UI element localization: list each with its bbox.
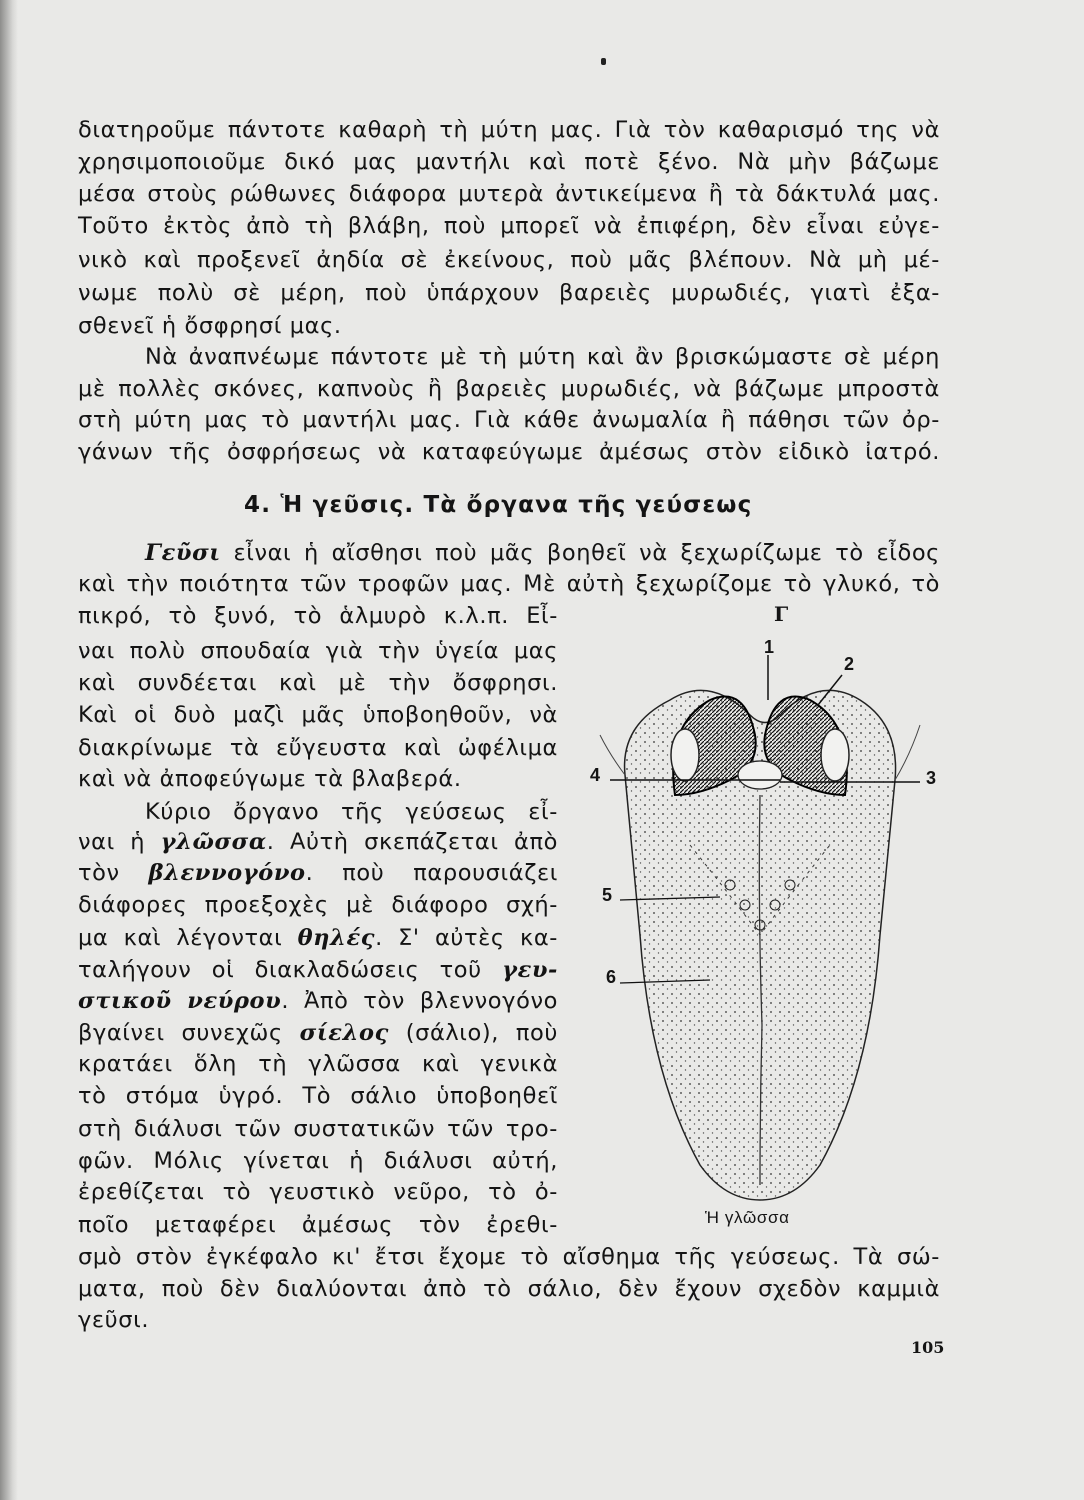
body-line: γάνων τῆς ὀσφρήσεως νὰ καταφεύγωμε ἀμέσως στὸν εἰδικὸ ἰατρό. [78,439,940,465]
body-text: . Ἀπὸ τὸν βλεννογόνο [281,988,558,1014]
body-text: ταλήγουν οἱ διακλαδώσεις τοῦ [78,957,503,983]
term-geusti: γευ- [502,957,558,983]
figure-label-5: 5 [602,885,613,905]
body-line [78,923,558,953]
body-line: διατηροῦμε πάντοτε καθαρὴ τὴ μύτη μας. Γιὰ τὸν καθαρισμό της νὰ [78,117,940,143]
body-line: διάφορες προεξοχὲς μὲ διάφορο σχή- [78,892,558,918]
body-line: Νὰ ἀναπνέωμε πάντοτε μὲ τὴ μύτη καὶ ἂν βρισκώμαστε σὲ μέρη [145,344,940,370]
body-line: σμὸ στὸν ἐγκέφαλο κι' ἔτσι ἔχομε τὸ αἴσθημα τῆς γεύσεως. Τὰ σώ- [78,1244,940,1270]
body-line: μὲ πολλὲς σκόνες, καπνοὺς ἢ βαρειὲς μυρωδιές, νὰ βάζωμε μπροστὰ [78,376,940,402]
body-line: στὴ διάλυσι τῶν συστατικῶν τῶν τρο- [78,1116,558,1142]
body-line: γεῦσι. [78,1307,150,1333]
body-text: . Αὐτὴ σκεπάζεται ἀπὸ [266,829,558,855]
tongue-illustration [580,605,940,1210]
body-line [78,858,558,888]
body-line: καὶ συνδέεται καὶ μὲ τὴν ὄσφρησι. [78,670,558,696]
section-heading: 4. Ἡ γεῦσις. Τὰ ὄργανα τῆς γεύσεως [244,492,753,518]
figure-label-3: 3 [926,768,937,788]
print-mark [601,58,606,65]
body-line: χρησιμοποιοῦμε δικό μας μαντήλι καὶ ποτὲ ξένο. Νὰ μὴν βάζωμε [78,149,940,175]
body-text: βγαίνει συνεχῶς [78,1020,300,1046]
body-line: σθενεῖ ἡ ὄσφρησί μας. [78,313,342,339]
figure-label-6: 6 [606,967,617,987]
body-line [78,986,558,1016]
body-text: (σάλιο), ποὺ [388,1020,559,1046]
body-text: . Σ' αὐτὲς κα- [375,925,559,951]
page-number: 105 [911,1338,945,1357]
body-line: καὶ τὴν ποιότητα τῶν τροφῶν μας. Μὲ αὐτὴ ξεχωρίζομε τὸ γλυκό, τὸ [78,571,940,597]
figure-label-4: 4 [590,765,601,785]
body-text: τὸν [78,860,149,886]
body-line: στὴ μύτη μας τὸ μαντήλι μας. Γιὰ κάθε ἀνωμαλία ἢ πάθησι τῶν ὀρ- [78,407,940,433]
term-sielos: σίελος [299,1020,389,1046]
body-line: κρατάει ὅλη τὴ γλῶσσα καὶ γενικὰ [78,1051,558,1077]
body-text: εἶναι ἡ αἴσθησι ποὺ μᾶς βοηθεῖ νὰ ξεχωρίζωμε τὸ εἶδος [220,540,940,566]
term-neurou: στικοῦ νεύρου [78,988,282,1014]
figure-caption: Ἡ γλῶσσα [705,1208,790,1227]
body-line: ποῖο μεταφέρει ἀμέσως τὸν ἐρεθι- [78,1212,558,1238]
figure-label-2: 2 [844,654,855,674]
body-line: Καὶ οἱ δυὸ μαζὶ μᾶς ὑποβοηθοῦν, νὰ [78,702,558,728]
body-line: τὸ στόμα ὑγρό. Τὸ σάλιο ὑποβοηθεῖ [78,1083,558,1109]
term-vlennogono: βλεννογόνο [148,860,306,886]
body-line: διακρίνωμε τὰ εὔγευστα καὶ ὠφέλιμα [78,735,558,761]
body-text: . ποὺ παρουσιάζει [305,860,559,886]
body-line: νικὸ καὶ προξενεῖ ἀηδία σὲ ἐκείνους, ποὺ μᾶς βλέπουν. Νὰ μὴ μέ- [78,247,940,273]
tongue-figure [580,602,940,1210]
body-line: καὶ νὰ ἀποφεύγωμε τὰ βλαβερά. [78,766,462,792]
body-line: φῶν. Μόλις γίνεται ἡ διάλυσι αὐτή, [78,1148,558,1174]
body-line: Τοῦτο ἐκτὸς ἀπὸ τὴ βλάβη, ποὺ μπορεῖ νὰ ἐπιφέρη, δὲν εἶναι εὐγε- [78,213,940,239]
figure-label-1: 1 [764,637,775,657]
body-line [78,1018,558,1048]
body-line [78,827,558,857]
body-line: ναι πολὺ σπουδαία γιὰ τὴν ὑγεία μας [78,638,558,664]
page-edge-shadow [0,0,18,1500]
body-line: πικρό, τὸ ξυνό, τὸ ἁλμυρὸ κ.λ.π. Εἶ- [78,603,558,629]
figure-letter: Γ [774,602,789,626]
body-line: νωμε πολὺ σὲ μέρη, ποὺ ὑπάρχουν βαρειὲς μυρωδιές, γιατὶ ἐξα- [78,280,940,306]
body-text: ναι ἡ [78,829,161,855]
term-glossa: γλῶσσα [160,829,267,855]
body-line: ἐρεθίζεται τὸ γευστικὸ νεῦρο, τὸ ὀ- [78,1179,558,1205]
term-thiles: θηλές [297,925,376,951]
body-line: Κύριο ὄργανο τῆς γεύσεως εἶ- [145,799,558,825]
body-line [145,538,940,568]
body-line: μέσα στοὺς ρώθωνες διάφορα μυτερὰ ἀντικείμενα ἢ τὰ δάκτυλά μας. [78,181,940,207]
body-line: ματα, ποὺ δὲν διαλύονται ἀπὸ τὸ σάλιο, δὲν ἔχουν σχεδὸν καμμιὰ [78,1276,940,1302]
body-line [78,955,558,985]
body-text: μα καὶ λέγονται [78,925,298,951]
term-geusi: Γεῦσι [145,540,221,566]
